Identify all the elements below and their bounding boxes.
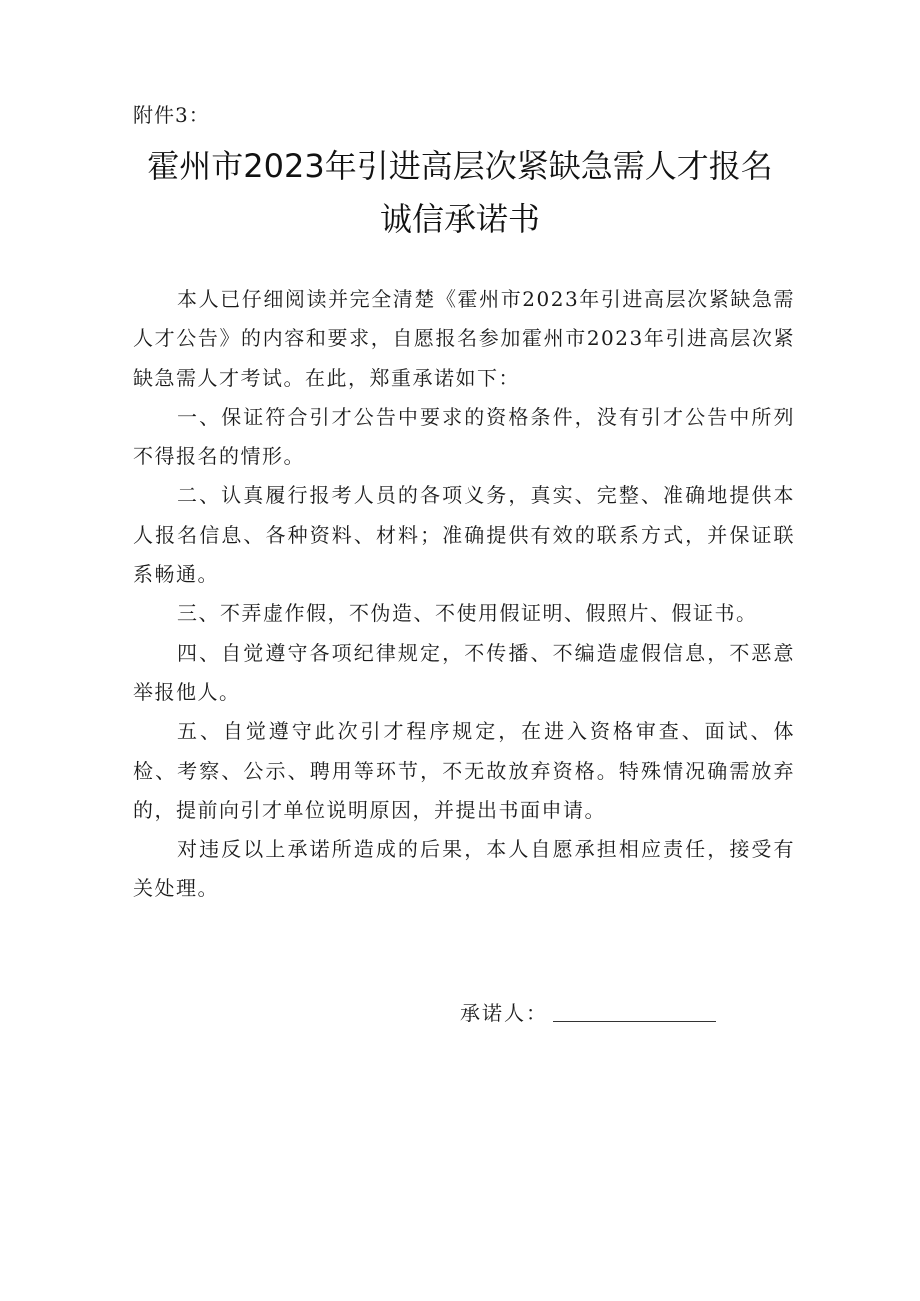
document-title-line-2: 诚信承诺书 bbox=[379, 200, 540, 238]
commitment-item-5: 五、自觉遵守此次引才程序规定，在进入资格审查、面试、体检、考察、公示、聘用等环节，不无故放弃资格。特殊情况确需放弃的，提前向引才单位说明原因，并提出书面申请。 bbox=[133, 719, 795, 822]
commitment-item-2: 二、认真履行报考人员的各项义务，真实、完整、准确地提供本人报名信息、各种资料、材料；准确提供有效的联系方式，并保证联系畅通。 bbox=[133, 483, 795, 587]
signature-line[interactable] bbox=[553, 1021, 716, 1022]
intro-paragraph: 本人已仔细阅读并完全清楚《霍州市2023年引进高层次紧缺急需人才公告》的内容和要求，自愿报名参加霍州市2023年引进高层次紧缺急需人才考试。在此，郑重承诺如下： bbox=[133, 287, 795, 390]
commitment-item-4: 四、自觉遵守各项纪律规定，不传播、不编造虚假信息，不恶意举报他人。 bbox=[133, 640, 795, 704]
document-title-line-1: 霍州市2023年引进高层次紧缺急需人才报名 bbox=[147, 147, 773, 185]
closing-paragraph: 对违反以上承诺所造成的后果，本人自愿承担相应责任，接受有关处理。 bbox=[133, 837, 795, 901]
commitment-item-1: 一、保证符合引才公告中要求的资格条件，没有引才公告中所列不得报名的情形。 bbox=[133, 404, 795, 469]
signer-label: 承诺人： bbox=[460, 1001, 548, 1025]
commitment-item-3: 三、不弄虚作假，不伪造、不使用假证明、假照片、假证书。 bbox=[177, 601, 758, 626]
attachment-label: 附件3： bbox=[133, 103, 210, 127]
document-body bbox=[133, 280, 795, 909]
